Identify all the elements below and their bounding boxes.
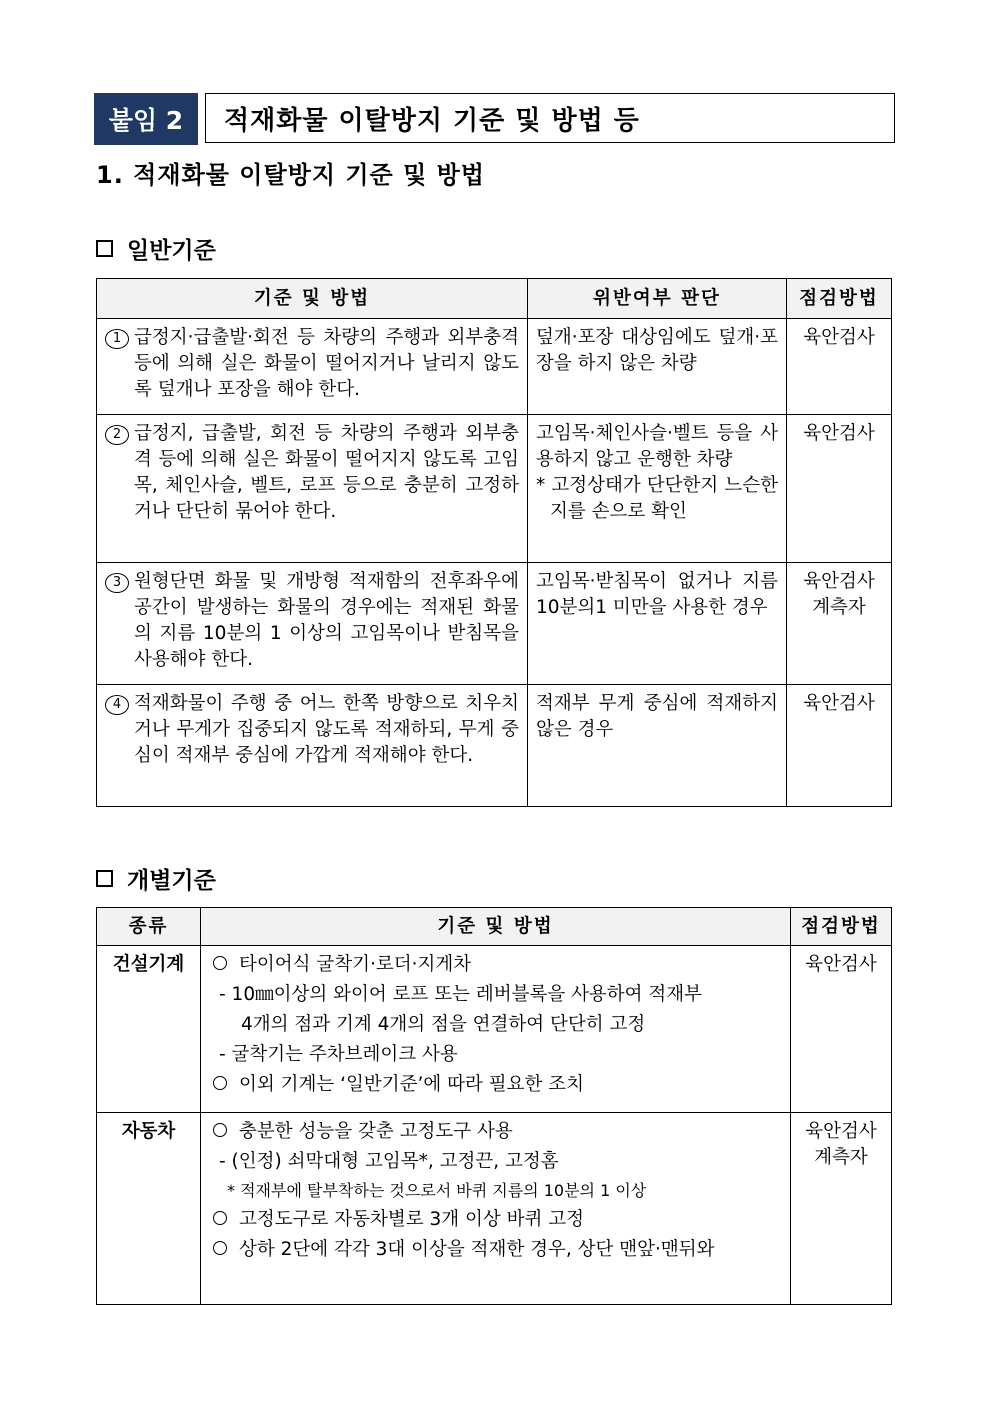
judge-text: 고임목·체인사슬·벨트 등을 사용하지 않고 운행한 차량 [536, 423, 778, 470]
kind-text: 건설기계 [97, 946, 201, 1113]
method-text: 육안검사 [787, 685, 892, 807]
section-general [96, 232, 216, 265]
circled-number: 2 [105, 425, 129, 445]
item-note: * 적재부에 탈부착하는 것으로서 바퀴 지름의 10분의 1 이상 [227, 1181, 647, 1200]
checkbox-square-icon [96, 240, 113, 257]
item-text: 4개의 점과 기계 4개의 점을 연결하여 단단히 고정 [241, 1014, 646, 1035]
section-individual-title: 개별기준 [127, 868, 216, 894]
item-text: 고정도구로 자동차별로 3개 이상 바퀴 고정 [239, 1209, 584, 1230]
method-text: 육안검사 [787, 415, 892, 563]
kind-text: 자동차 [97, 1113, 201, 1305]
criteria-text: 원형단면 화물 및 개방형 적재함의 전후좌우에 공간이 발생하는 화물의 경우에는 적재된 화물의 지름 10분의 1 이상의 고임목이나 받침목을 사용해야 한다. [134, 571, 519, 670]
table-row [97, 319, 892, 415]
table-row [97, 1113, 892, 1305]
criteria-text: 적재화물이 주행 중 어느 한쪽 방향으로 치우치거나 무게가 집중되지 않도록 적재하되, 무게 중심이 적재부 중심에 가깝게 적재해야 한다. [134, 693, 519, 766]
circle-bullet-icon [213, 1241, 227, 1255]
table-row [97, 415, 892, 563]
criteria-text: 급정지, 급출발, 회전 등 차량의 주행과 외부충격 등에 의해 실은 화물이 떨어지지 않도록 고임목, 체인사슬, 벨트, 로프 등으로 충분히 고정하거나 단단히 묶어야 한다. [134, 423, 519, 522]
table-row [97, 946, 892, 1113]
circled-number: 3 [105, 573, 129, 593]
section-individual [96, 862, 216, 895]
general-criteria-table [96, 278, 892, 807]
col-header-criteria: 기준 및 방법 [97, 279, 528, 319]
method-text: 육안검사 계측자 [787, 563, 892, 685]
judge-text: 덮개·포장 대상임에도 덮개·포장을 하지 않은 차량 [536, 327, 778, 374]
attachment-badge: 붙임 2 [94, 93, 198, 145]
col-header-method: 점검방법 [791, 908, 892, 946]
method-text: 육안검사 [791, 946, 892, 1113]
attachment-title: 적재화물 이탈방지 기준 및 방법 등 [205, 93, 895, 143]
judge-note: * 고정상태가 단단한지 느슨한지를 손으로 확인 [536, 475, 778, 522]
item-text: 충분한 성능을 갖춘 고정도구 사용 [239, 1121, 513, 1142]
page-title: 1. 적재화물 이탈방지 기준 및 방법 [96, 161, 485, 189]
item-text: 타이어식 굴착기·로더·지게차 [239, 954, 472, 975]
method-text: 육안검사 [787, 319, 892, 415]
judge-text: 적재부 무게 중심에 적재하지 않은 경우 [536, 693, 778, 740]
section-general-title: 일반기준 [127, 238, 216, 264]
item-text: - 10㎜이상의 와이어 로프 또는 레버블록을 사용하여 적재부 [219, 984, 703, 1005]
circled-number: 4 [105, 695, 129, 715]
item-text: 이외 기계는 ‘일반기준’에 따라 필요한 조치 [239, 1074, 584, 1095]
individual-criteria-table [96, 907, 892, 1305]
attachment-header [94, 93, 898, 145]
circle-bullet-icon [213, 1211, 227, 1225]
criteria-text: 급정지·급출발·회전 등 차량의 주행과 외부충격 등에 의해 실은 화물이 떨어지거나 날리지 않도록 덮개나 포장을 해야 한다. [134, 327, 519, 400]
judge-text: 고임목·받침목이 없거나 지름 10분의1 미만을 사용한 경우 [536, 571, 778, 618]
method-text: 육안검사 계측자 [791, 1113, 892, 1305]
col-header-kind: 종류 [97, 908, 201, 946]
item-text: - 굴착기는 주차브레이크 사용 [219, 1044, 458, 1065]
checkbox-square-icon [96, 870, 113, 887]
col-header-method: 점검방법 [787, 279, 892, 319]
circle-bullet-icon [213, 1076, 227, 1090]
item-text: - (인정) 쇠막대형 고임목*, 고정끈, 고정홈 [219, 1151, 559, 1172]
table-row [97, 685, 892, 807]
circled-number: 1 [105, 329, 129, 349]
item-text: 상하 2단에 각각 3대 이상을 적재한 경우, 상단 맨앞·맨뒤와 [239, 1239, 715, 1260]
circle-bullet-icon [213, 1123, 227, 1137]
circle-bullet-icon [213, 956, 227, 970]
table-row [97, 563, 892, 685]
col-header-judge: 위반여부 판단 [528, 279, 787, 319]
col-header-criteria: 기준 및 방법 [201, 908, 791, 946]
